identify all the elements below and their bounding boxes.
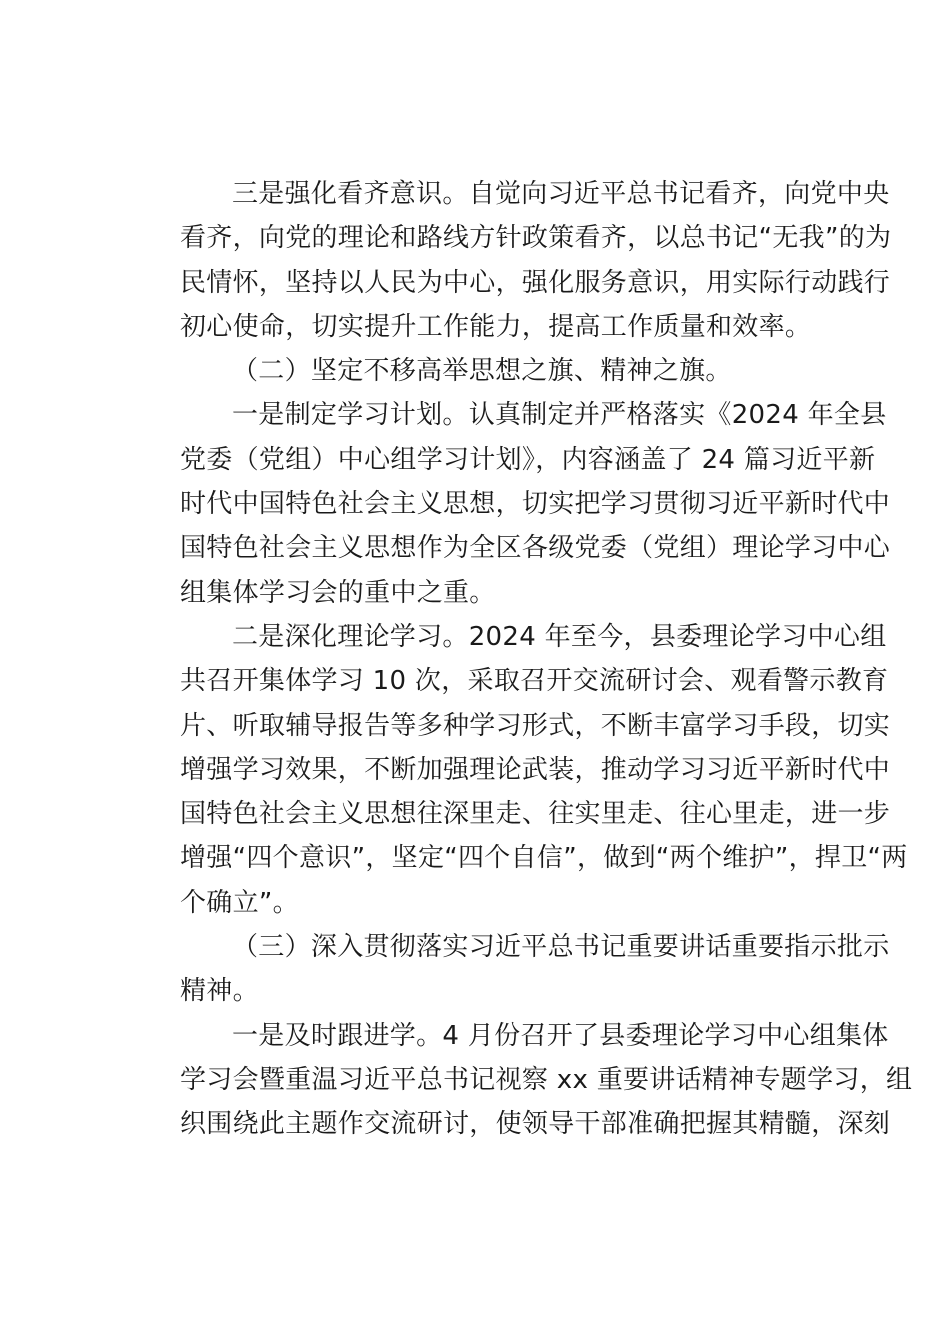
text-line: 国特色社会主义思想作为全区各级党委（党组）理论学习中心 (180, 533, 891, 564)
text-line: 三是强化看齐意识。自觉向习近平总书记看齐，向党中央 (232, 179, 890, 209)
text-line: 增强学习效果，不断加强理论武装，推动学习习近平新时代中 (180, 754, 891, 785)
text-line: 一是制定学习计划。认真制定并严格落实《2024 年全县 (232, 400, 887, 431)
text-line: 一是及时跟进学。4 月份召开了县委理论学习中心组集体 (232, 1020, 889, 1051)
text-line: 组集体学习会的重中之重。 (180, 577, 496, 608)
text-line: 初心使命，切实提升工作能力，提高工作质量和效率。 (180, 311, 812, 342)
paragraph-1 (128, 172, 892, 349)
text-line: 共召开集体学习 10 次，采取召开交流研讨会、观看警示教育 (180, 666, 889, 697)
section-heading-2 (128, 349, 828, 393)
text-line: 民情怀，坚持以人民为中心，强化服务意识，用实际行动践行 (180, 267, 891, 298)
text-line: 看齐，向党的理论和路线方针政策看齐，以总书记“无我”的为 (180, 223, 892, 254)
document-body (128, 172, 913, 1147)
text-line: （三）深入贯彻落实习近平总书记重要讲话重要指示批示 (232, 932, 890, 963)
text-line: 精神。 (180, 976, 259, 1007)
text-line: 党委（党组）中心组学习计划》，内容涵盖了 24 篇习近平新 (180, 444, 876, 475)
text-line: 个确立”。 (180, 887, 299, 918)
text-line: 片、听取辅导报告等多种学习形式，不断丰富学习手段，切实 (180, 710, 891, 741)
text-line: 织围绕此主题作交流研讨，使领导干部准确把握其精髓，深刻 (180, 1109, 891, 1140)
paragraph-3 (128, 393, 891, 614)
text-line: 增强“四个意识”，坚定“四个自信”，做到“两个维护”，捍卫“两 (180, 843, 908, 874)
text-line: （二）坚定不移高举思想之旗、精神之旗。 (232, 356, 732, 387)
text-line: 学习会暨重温习近平总书记视察 xx 重要讲话精神专题学习，组 (180, 1064, 913, 1095)
text-line: 时代中国特色社会主义思想，切实把学习贯彻习近平新时代中 (180, 489, 891, 520)
text-line: 二是深化理论学习。2024 年至今，县委理论学习中心组 (232, 621, 887, 652)
text-line: 国特色社会主义思想往深里走、往实里走、往心里走，进一步 (180, 799, 891, 830)
paragraph-6 (128, 1014, 913, 1147)
section-heading-3 (128, 925, 890, 1014)
paragraph-4 (128, 615, 908, 925)
